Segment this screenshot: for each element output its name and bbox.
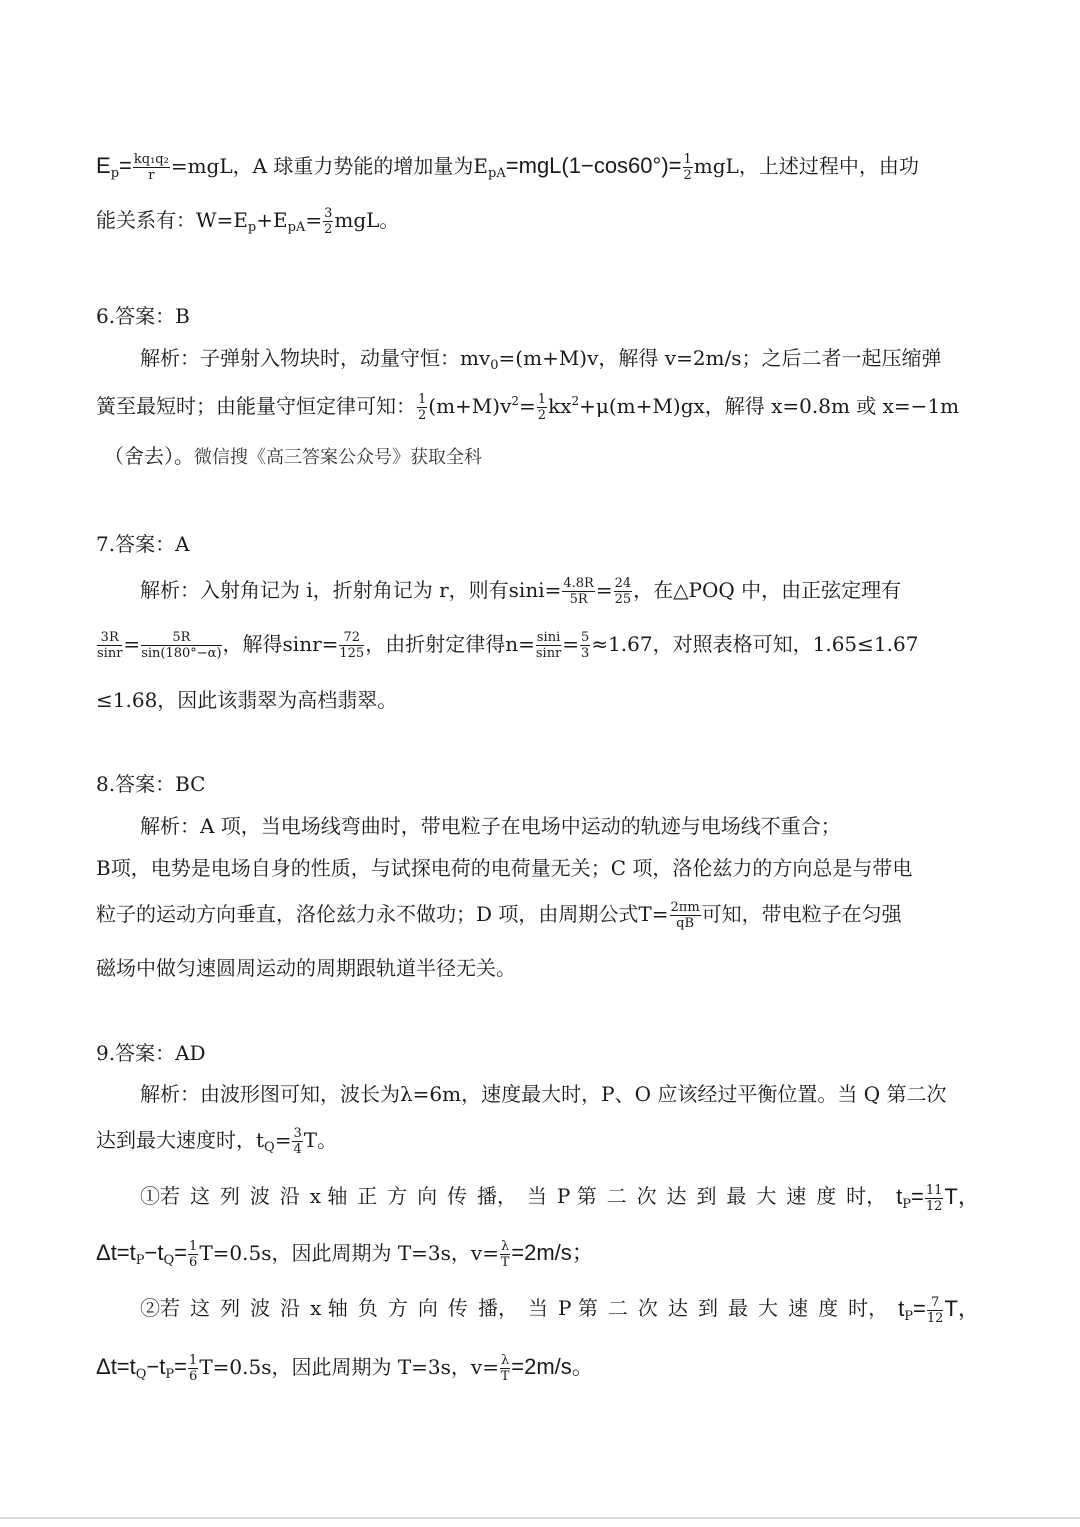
- q9-answer: 9.答案：AD: [96, 1041, 206, 1065]
- q6-line-2: [96, 390, 980, 422]
- text: 解析：子弹射入物块时，动量守恒：mv: [140, 346, 491, 370]
- fraction: [500, 1240, 510, 1269]
- formula: [898, 1292, 980, 1325]
- word: 速: [788, 1296, 809, 1320]
- numerator: 1: [189, 1353, 198, 1368]
- word: 播，: [477, 1296, 518, 1320]
- page-bottom-edge: [0, 1517, 1080, 1519]
- subscript: P: [165, 1367, 175, 1382]
- subscript: P: [902, 1197, 911, 1212]
- q7-answer: 7.答案：A: [96, 532, 190, 556]
- numerator: 1: [418, 392, 427, 407]
- text: ≈1.67，对照表格可知，1.65≤1.67: [591, 632, 919, 656]
- q7-line-1: [140, 574, 980, 606]
- denominator: qB: [676, 916, 695, 931]
- denominator: 5R: [569, 592, 588, 607]
- denominator: sinr: [97, 646, 123, 661]
- fraction: [188, 1354, 198, 1383]
- denominator: T: [500, 1369, 510, 1384]
- numerator: 5R: [141, 631, 221, 646]
- s5-line-1: [96, 150, 980, 182]
- superscript: 2: [571, 394, 580, 408]
- numerator: kq₁q₂: [133, 152, 169, 167]
- denominator: 6: [189, 1255, 198, 1270]
- q8-line-1: 解析：A 项，当电场线弯曲时，带电粒子在电场中运动的轨迹与电场线不重合；: [140, 814, 841, 838]
- numerator: 1: [189, 1239, 198, 1254]
- text: 可知，带电粒子在匀强: [701, 902, 902, 926]
- text: =: [519, 394, 536, 418]
- denominator: 6: [189, 1369, 198, 1384]
- text: kx: [548, 394, 572, 418]
- fraction: [614, 577, 633, 606]
- word: 最: [728, 1296, 748, 1320]
- word: x 轴: [310, 1296, 348, 1320]
- text: T，: [944, 1184, 980, 1209]
- text: ，解得sinr=: [222, 632, 339, 656]
- word: 这: [190, 1296, 211, 1320]
- word: 次: [637, 1296, 658, 1320]
- text: =2m/s；: [511, 1240, 594, 1265]
- numerator: 7: [927, 1296, 944, 1311]
- fraction: [500, 1354, 510, 1383]
- q9-line-1: 解析：由波形图可知，波长为λ=6m，速度最大时，P、O 应该经过平衡位置。当 Q 第二次: [140, 1082, 947, 1106]
- word: 时，: [848, 1296, 889, 1320]
- word: 当: [526, 1184, 547, 1208]
- fraction: [339, 631, 364, 660]
- word: 这: [189, 1184, 210, 1208]
- word: 方: [387, 1296, 408, 1320]
- word: 波: [249, 1184, 270, 1208]
- q9-case-2: [140, 1292, 980, 1325]
- word: 时，: [846, 1184, 887, 1208]
- text: t: [896, 1184, 903, 1209]
- subscript: Q: [135, 1367, 147, 1382]
- denominator: 12: [925, 1199, 943, 1214]
- fraction: [536, 631, 561, 660]
- subscript: pA: [287, 220, 306, 235]
- word: 达: [666, 1184, 687, 1208]
- denominator: 2: [324, 222, 333, 237]
- text: (m+M)v: [428, 394, 512, 418]
- q9-case-2-line-2: [96, 1350, 980, 1383]
- word: ②若: [140, 1296, 180, 1320]
- numerator: 3: [324, 206, 333, 221]
- text: =2m/s。: [511, 1354, 594, 1379]
- fraction: [292, 1127, 302, 1156]
- text: =: [174, 1354, 188, 1379]
- q8-answer: 8.答案：BC: [96, 772, 206, 796]
- text: mgL。: [334, 208, 400, 232]
- text: =: [305, 208, 323, 232]
- watermark-text: 微信搜《高三答案公众号》获取全科: [194, 447, 482, 468]
- subscript: P: [135, 1253, 145, 1268]
- fraction: [683, 153, 693, 182]
- word: 传: [447, 1184, 468, 1208]
- q9-case-1-line-2: [96, 1236, 980, 1269]
- text: =: [910, 1184, 924, 1209]
- word: ①若: [140, 1184, 180, 1208]
- text: T=0.5s，因此周期为 T=3s，v=: [199, 1355, 499, 1379]
- denominator: 125: [339, 646, 365, 661]
- word: 沿: [280, 1296, 301, 1320]
- subscript: pA: [488, 166, 506, 181]
- word: 度: [818, 1296, 839, 1320]
- numerator: 24: [614, 576, 632, 591]
- text: mgL，上述过程中，由功: [693, 154, 919, 178]
- text: =: [913, 1296, 926, 1321]
- text: ，由折射定律得n=: [365, 632, 535, 656]
- q8-line-3: [96, 898, 980, 930]
- subscript: p: [247, 220, 257, 235]
- word: 列: [220, 1296, 241, 1320]
- text: E: [96, 153, 111, 178]
- text: T。: [303, 1128, 338, 1152]
- text: Δt=t: [96, 1354, 136, 1379]
- word: P 第: [556, 1184, 597, 1208]
- s5-line-2: [96, 204, 980, 236]
- text: T，: [944, 1296, 980, 1321]
- word: 负: [357, 1296, 378, 1320]
- text: 粒子的运动方向垂直，洛伦兹力永不做功；D 项，由周期公式T=: [96, 902, 669, 926]
- fraction: [133, 153, 170, 182]
- word: 次: [636, 1184, 657, 1208]
- subscript: p: [110, 166, 120, 181]
- fraction: [580, 631, 590, 660]
- word: 方: [387, 1184, 408, 1208]
- text: 簧至最短时；由能量守恒定律可知：: [96, 394, 416, 418]
- word: 达: [667, 1296, 688, 1320]
- q8-line-2: B项，电势是电场自身的性质，与试探电荷的电荷量无关；C 项，洛伦兹力的方向总是与带电: [96, 856, 913, 880]
- text: =: [595, 578, 613, 602]
- fraction: [537, 393, 547, 422]
- fraction: [670, 901, 701, 930]
- q8-line-4: 磁场中做匀速圆周运动的周期跟轨道半径无关。: [96, 956, 516, 980]
- fraction: [417, 393, 427, 422]
- numerator: 1: [683, 152, 692, 167]
- text: =(m+M)v，解得 v=2m/s；之后二者一起压缩弹: [498, 346, 942, 370]
- denominator: 2: [537, 408, 547, 423]
- denominator: 2: [418, 408, 427, 423]
- numerator: 3R: [97, 631, 122, 646]
- word: 最: [726, 1184, 747, 1208]
- fraction: [188, 1240, 198, 1269]
- denominator: sinr: [535, 646, 562, 661]
- denominator: 25: [614, 592, 632, 607]
- numerator: 5: [581, 630, 590, 645]
- numerator: 2πm: [670, 900, 700, 915]
- word: 播，: [477, 1184, 518, 1208]
- q7-line-2: [96, 628, 980, 660]
- superscript: 2: [511, 394, 520, 408]
- text: 达到最大速度时，t: [96, 1128, 265, 1152]
- word: 当: [527, 1296, 548, 1320]
- text: （舍去）。: [104, 444, 194, 468]
- fraction: [927, 1296, 944, 1325]
- word: 速: [786, 1184, 807, 1208]
- formula: [896, 1180, 980, 1213]
- subscript: Q: [264, 1140, 275, 1155]
- numerator: 72: [339, 631, 364, 646]
- denominator: 3: [581, 646, 590, 661]
- denominator: 4: [293, 1142, 302, 1157]
- word: P 第: [558, 1296, 598, 1320]
- text: −t: [146, 1354, 166, 1379]
- word: 传: [447, 1296, 468, 1320]
- q6-answer: 6.答案：B: [96, 304, 190, 328]
- text: =mgL(1−cos60°)=: [505, 153, 682, 178]
- numerator: λ: [500, 1239, 510, 1254]
- denominator: 12: [926, 1311, 944, 1326]
- text: =: [274, 1128, 292, 1152]
- word: 度: [816, 1184, 837, 1208]
- fraction: [562, 577, 594, 606]
- q6-line-1: [140, 342, 980, 373]
- subscript: 0: [490, 358, 499, 373]
- word: 正: [357, 1184, 378, 1208]
- q7-line-3: ≤1.68，因此该翡翠为高档翡翠。: [96, 688, 398, 712]
- text: +μ(m+M)gx，解得 x=0.8m 或 x=−1m: [579, 394, 960, 418]
- text: 能关系有：W=E: [96, 208, 248, 232]
- numerator: 3: [293, 1126, 302, 1141]
- text: ，在△POQ 中，由正弦定理有: [633, 578, 902, 602]
- q9-line-2: [96, 1124, 980, 1156]
- word: 到: [697, 1296, 718, 1320]
- word: 到: [696, 1184, 717, 1208]
- word: 大: [756, 1184, 777, 1208]
- text: T=0.5s，因此周期为 T=3s，v=: [199, 1241, 499, 1265]
- text: Δt=t: [96, 1240, 136, 1265]
- text: −t: [144, 1240, 164, 1265]
- word: 二: [607, 1296, 628, 1320]
- numerator: λ: [500, 1353, 510, 1368]
- word: 列: [219, 1184, 240, 1208]
- denominator: sin(180°−α): [141, 646, 222, 661]
- text: +E: [256, 208, 288, 232]
- q9-case-1: [140, 1180, 980, 1213]
- q6-line-3: [104, 440, 980, 469]
- fraction: [925, 1184, 944, 1213]
- fraction: [141, 631, 221, 660]
- word: 沿: [279, 1184, 300, 1208]
- word: 二: [606, 1184, 627, 1208]
- subscript: P: [904, 1309, 914, 1324]
- text: t: [898, 1296, 905, 1321]
- numerator: 4.8R: [563, 576, 594, 591]
- text: =mgL，A 球重力势能的增加量为E: [170, 154, 489, 178]
- numerator: 11: [925, 1183, 943, 1198]
- numerator: 1: [537, 392, 547, 407]
- word: 波: [250, 1296, 271, 1320]
- text: =: [562, 632, 580, 656]
- text: =: [119, 153, 132, 178]
- text: 解析：入射角记为 i，折射角记为 r，则有sini=: [140, 578, 562, 602]
- fraction: [323, 207, 333, 236]
- text: =: [174, 1240, 188, 1265]
- text: =: [123, 632, 141, 656]
- denominator: T: [500, 1255, 510, 1270]
- denominator: r: [148, 168, 155, 183]
- word: 向: [417, 1184, 438, 1208]
- word: 向: [417, 1296, 438, 1320]
- subscript: Q: [163, 1253, 175, 1268]
- numerator: sini: [536, 630, 561, 645]
- word: 大: [758, 1296, 779, 1320]
- fraction: [97, 631, 122, 660]
- denominator: 2: [683, 168, 692, 183]
- word: x 轴: [309, 1184, 348, 1208]
